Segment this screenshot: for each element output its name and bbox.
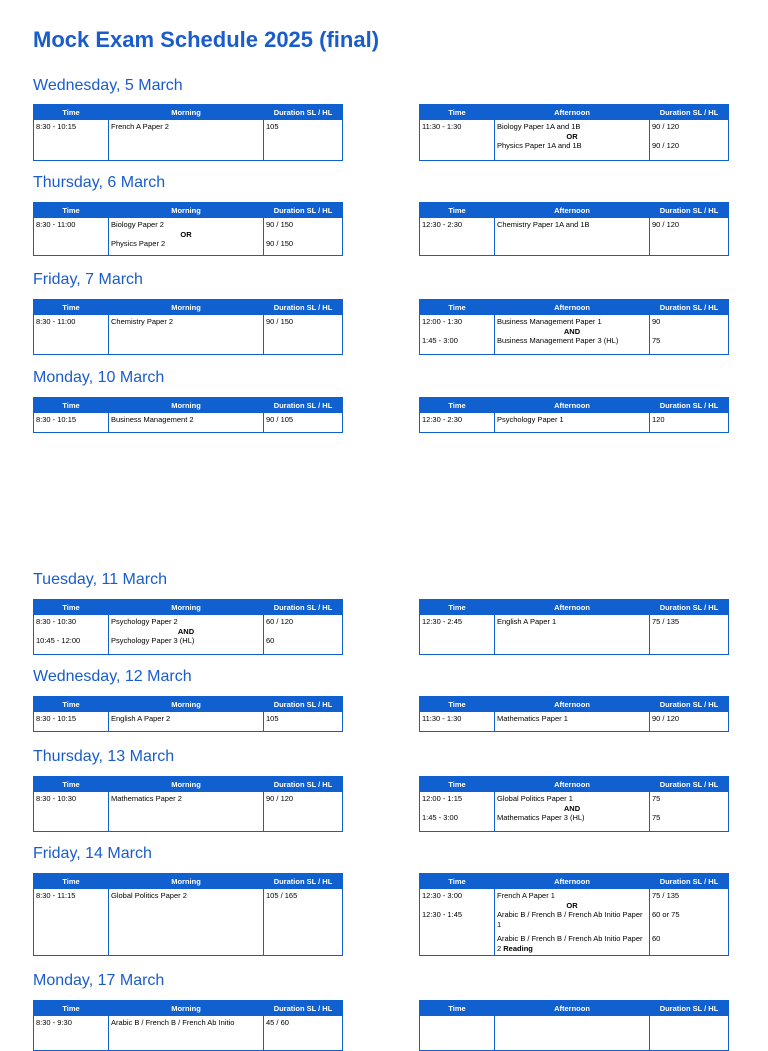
duration-cell [264,712,343,732]
duration-value: 75 / 135 [652,617,680,626]
exam-cell [495,615,650,655]
time-cell [420,712,495,732]
time-value: 12:00 - 1:30 [422,317,463,326]
duration-header: Duration SL / HL [650,874,729,889]
duration-cell [650,712,729,732]
day-heading: Wednesday, 12 March [33,668,192,685]
morning-header: Morning [109,105,264,120]
afternoon-header: Afternoon [495,398,650,413]
time-value: 12:30 - 2:30 [422,415,463,424]
schedule-row [34,615,343,655]
afternoon-header: Afternoon [495,697,650,712]
time-value: 11:30 - 1:30 [422,714,462,723]
duration-header: Duration SL / HL [650,1001,729,1016]
header-row [420,1001,729,1016]
duration-cell [264,218,343,256]
schedule-row [420,792,729,832]
header-row [420,697,729,712]
time-value: 1:45 - 3:00 [422,813,458,822]
time-cell [420,615,495,655]
morning-header: Morning [109,697,264,712]
duration-cell [650,615,729,655]
duration-cell [650,413,729,433]
connector-spacer [422,327,492,337]
header-row [420,300,729,315]
connector-label: AND [563,803,581,813]
time-value [422,934,492,953]
afternoon-table [419,696,729,732]
duration-value: 105 [266,714,279,723]
header-row [34,1001,343,1016]
header-row [34,600,343,615]
time-header: Time [34,697,109,712]
schedule-row [420,615,729,655]
exam-name: Business Management 2 [111,415,194,424]
morning-table [33,202,343,256]
afternoon-table [419,1000,729,1051]
afternoon-table [419,873,729,956]
duration-value: 45 / 60 [266,1018,289,1027]
page-title: Mock Exam Schedule 2025 (final) [33,27,380,52]
exam-name: Arabic B / French B / French Ab Initio [111,1018,235,1027]
time-header: Time [420,398,495,413]
time-header: Time [420,300,495,315]
duration-cell [264,315,343,355]
time-cell [34,615,109,655]
duration-cell [264,413,343,433]
duration-cell [650,792,729,832]
time-value: 8:30 - 10:15 [36,714,77,723]
morning-header: Morning [109,600,264,615]
time-header: Time [34,600,109,615]
time-value: 11:30 - 1:30 [422,122,462,131]
time-value: 12:30 - 2:30 [422,220,463,229]
time-value: 8:30 - 11:00 [36,220,76,229]
schedule-row [420,218,729,256]
time-header: Time [34,203,109,218]
duration-cell [650,1016,729,1051]
afternoon-header: Afternoon [495,105,650,120]
duration-header: Duration SL / HL [264,203,343,218]
exam-cell [495,315,650,355]
connector-spacer [36,230,106,240]
exam-cell [495,120,650,161]
duration-value: 90 / 120 [266,794,294,803]
time-value: 8:30 - 10:30 [36,794,77,803]
exam-name: Mathematics Paper 3 (HL) [497,813,585,822]
day-heading: Thursday, 13 March [33,748,175,765]
schedule-row [34,218,343,256]
exam-name: Global Politics Paper 1 [497,794,573,803]
exam-name: Chemistry Paper 2 [111,317,174,326]
duration-value: 90 / 150 [266,220,294,229]
time-cell [34,315,109,355]
afternoon-table [419,202,729,256]
duration-value: 90 / 105 [266,415,294,424]
time-value: 8:30 - 11:00 [36,317,76,326]
exam-cell [109,315,264,355]
schedule-row [34,792,343,832]
connector-spacer [652,804,726,814]
afternoon-header: Afternoon [495,777,650,792]
schedule-row [34,315,343,355]
morning-header: Morning [109,300,264,315]
afternoon-table [419,104,729,161]
exam-cell [109,1016,264,1051]
morning-header: Morning [109,398,264,413]
day-heading: Thursday, 6 March [33,174,166,191]
exam-name: Biology Paper 1A and 1B [497,122,581,131]
duration-cell [264,889,343,956]
header-row [420,105,729,120]
time-cell [34,413,109,433]
duration-value: 105 [266,122,279,131]
exam-emphasis: Reading [503,943,533,953]
time-cell [34,889,109,956]
morning-table [33,1000,343,1051]
duration-value: 75 / 135 [652,891,680,900]
afternoon-table [419,776,729,832]
duration-header: Duration SL / HL [264,398,343,413]
duration-value: 60 / 120 [266,617,294,626]
schedule-row [420,889,729,956]
exam-name: Global Politics Paper 2 [111,891,187,900]
exam-name: Psychology Paper 2 [111,617,178,626]
morning-header: Morning [109,777,264,792]
header-row [34,203,343,218]
morning-table [33,299,343,355]
exam-name: French A Paper 1 [497,891,555,900]
exam-name: English A Paper 2 [111,714,171,723]
duration-cell [264,1016,343,1051]
morning-table [33,397,343,433]
exam-cell [109,615,264,655]
duration-value: 90 / 120 [652,122,680,131]
afternoon-table [419,299,729,355]
header-row [34,874,343,889]
time-cell [34,792,109,832]
duration-header: Duration SL / HL [264,777,343,792]
exam-name: Arabic B / French B / French Ab Initio Paper 2 Reading [497,934,643,953]
exam-name: French A Paper 2 [111,122,169,131]
day-heading: Monday, 17 March [33,972,165,989]
afternoon-header: Afternoon [495,203,650,218]
time-header: Time [34,874,109,889]
morning-table [33,873,343,956]
morning-table [33,776,343,832]
morning-table [33,696,343,732]
header-row [34,398,343,413]
exam-name: Business Management Paper 3 (HL) [497,336,619,345]
duration-value: 105 / 165 [266,891,298,900]
schedule-row [420,413,729,433]
time-cell [34,120,109,161]
schedule-row [420,315,729,355]
duration-header: Duration SL / HL [264,697,343,712]
header-row [34,300,343,315]
exam-cell [495,413,650,433]
duration-value: 90 / 120 [652,141,680,150]
exam-cell [109,218,264,256]
exam-name: Biology Paper 2 [111,220,164,229]
duration-header: Duration SL / HL [264,105,343,120]
connector-spacer [422,804,492,814]
exam-name: Arabic B / French B / French Ab Initio Paper 1 [497,910,643,929]
duration-header: Duration SL / HL [650,398,729,413]
time-cell [420,792,495,832]
header-row [420,777,729,792]
time-header: Time [34,1001,109,1016]
connector-label: OR [180,229,192,239]
duration-cell [650,120,729,161]
time-cell [34,218,109,256]
time-cell [34,1016,109,1051]
header-row [34,105,343,120]
header-row [420,203,729,218]
connector-spacer [266,627,340,637]
time-value: 8:30 - 10:15 [36,122,77,131]
afternoon-header: Afternoon [495,300,650,315]
duration-value: 75 [652,794,661,803]
exam-cell [109,413,264,433]
time-cell [420,889,495,956]
connector-spacer [652,132,726,142]
time-value: 12:30 - 2:45 [422,617,463,626]
morning-header: Morning [109,203,264,218]
time-header: Time [420,1001,495,1016]
schedule-row [420,712,729,732]
header-row [420,874,729,889]
time-header: Time [34,398,109,413]
duration-cell [650,315,729,355]
time-cell [420,413,495,433]
exam-cell [495,1016,650,1051]
duration-value: 60 [266,636,275,645]
day-heading: Friday, 14 March [33,845,152,862]
exam-cell [495,792,650,832]
schedule-row [34,120,343,161]
duration-header: Duration SL / HL [650,203,729,218]
connector-spacer [422,132,492,142]
exam-name: Mathematics Paper 2 [111,794,182,803]
connector-label: AND [177,626,195,636]
exam-name: Psychology Paper 1 [497,415,564,424]
time-value: 12:00 - 1:15 [422,794,463,803]
time-value: 10:45 - 12:00 [36,636,81,645]
day-heading: Tuesday, 11 March [33,571,167,588]
time-header: Time [34,105,109,120]
duration-value: 90 / 150 [266,239,294,248]
time-header: Time [420,697,495,712]
connector-spacer [652,901,726,911]
time-header: Time [34,777,109,792]
header-row [420,600,729,615]
exam-cell [109,120,264,161]
time-header: Time [34,300,109,315]
duration-header: Duration SL / HL [264,874,343,889]
afternoon-header: Afternoon [495,1001,650,1016]
duration-value: 90 / 150 [266,317,294,326]
header-row [34,777,343,792]
time-value: 8:30 - 10:15 [36,415,77,424]
afternoon-table [419,599,729,655]
exam-cell [109,712,264,732]
exam-name: Physics Paper 1A and 1B [497,141,582,150]
duration-cell [650,218,729,256]
morning-header: Morning [109,1001,264,1016]
schedule-row [420,1016,729,1051]
schedule-row [34,413,343,433]
exam-name: Mathematics Paper 1 [497,714,568,723]
duration-header: Duration SL / HL [650,300,729,315]
duration-header: Duration SL / HL [650,600,729,615]
duration-value: 120 [652,415,665,424]
time-value: 8:30 - 11:15 [36,891,76,900]
exam-name: Psychology Paper 3 (HL) [111,636,195,645]
exam-cell [495,712,650,732]
schedule-row [34,712,343,732]
afternoon-header: Afternoon [495,874,650,889]
connector-label: OR [566,131,578,141]
time-cell [420,315,495,355]
duration-cell [264,120,343,161]
duration-value: 60 or 75 [652,910,680,919]
schedule-row [420,120,729,161]
schedule-row [34,1016,343,1051]
afternoon-table [419,397,729,433]
duration-header: Duration SL / HL [264,300,343,315]
duration-header: Duration SL / HL [650,105,729,120]
duration-value: 60 [652,934,661,943]
schedule-row [34,889,343,956]
time-cell [420,218,495,256]
time-header: Time [420,874,495,889]
day-heading: Friday, 7 March [33,271,143,288]
time-cell [420,120,495,161]
duration-cell [264,615,343,655]
time-value: 12:30 - 1:45 [422,910,463,919]
connector-label: OR [566,900,578,910]
duration-header: Duration SL / HL [264,1001,343,1016]
duration-header: Duration SL / HL [264,600,343,615]
afternoon-header: Afternoon [495,600,650,615]
header-row [34,697,343,712]
header-row [420,398,729,413]
exam-cell [495,218,650,256]
day-heading: Wednesday, 5 March [33,77,183,94]
duration-cell [264,792,343,832]
morning-header: Morning [109,874,264,889]
time-value: 8:30 - 10:30 [36,617,77,626]
connector-spacer [422,901,492,911]
duration-header: Duration SL / HL [650,697,729,712]
morning-table [33,599,343,655]
time-value: 8:30 - 9:30 [36,1018,72,1027]
time-header: Time [420,600,495,615]
time-header: Time [420,777,495,792]
exam-cell [495,889,650,956]
connector-spacer [36,627,106,637]
exam-cell [109,792,264,832]
morning-table [33,104,343,161]
connector-spacer [266,230,340,240]
duration-value: 75 [652,336,661,345]
day-heading: Monday, 10 March [33,369,165,386]
time-cell [420,1016,495,1051]
duration-value: 75 [652,813,661,822]
duration-header: Duration SL / HL [650,777,729,792]
exam-cell [109,889,264,956]
duration-cell [650,889,729,956]
time-cell [34,712,109,732]
time-value: 1:45 - 3:00 [422,336,458,345]
connector-spacer [652,327,726,337]
duration-value: 90 [652,317,661,326]
exam-name: Physics Paper 2 [111,239,166,248]
exam-name: Business Management Paper 1 [497,317,602,326]
duration-value: 90 / 120 [652,220,680,229]
connector-label: AND [563,326,581,336]
exam-name: Chemistry Paper 1A and 1B [497,220,590,229]
time-value: 12:30 - 3:00 [422,891,463,900]
exam-name: English A Paper 1 [497,617,557,626]
time-header: Time [420,203,495,218]
duration-value: 90 / 120 [652,714,680,723]
time-header: Time [420,105,495,120]
